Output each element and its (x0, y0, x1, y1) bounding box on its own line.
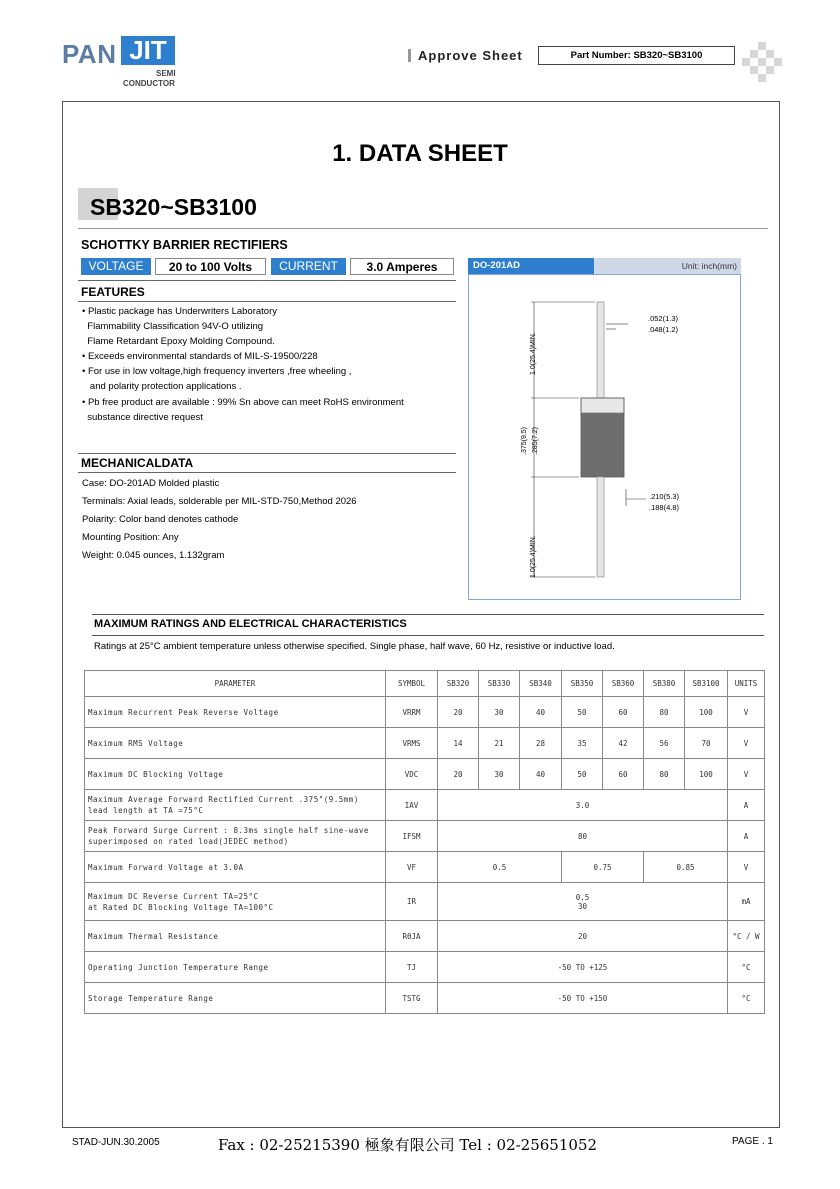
feature-line: Flammability Classification 94V-O utilizing (82, 321, 264, 332)
footer-page-number: PAGE . 1 (732, 1136, 773, 1147)
package-unit: Unit: inch(mm) (681, 261, 737, 271)
value-cell: 42 (603, 728, 644, 759)
diode-outline-drawing (468, 274, 741, 600)
param-cell: Operating Junction Temperature Range (85, 952, 386, 983)
unit-cell: mA (728, 883, 765, 921)
header-cell: SB330 (479, 671, 520, 697)
diode-body (581, 413, 624, 477)
approve-sheet-label: Approve Sheet (418, 48, 523, 63)
unit-cell: V (728, 728, 765, 759)
unit-cell: V (728, 697, 765, 728)
value-cell: 80 (438, 821, 728, 852)
value-cell (438, 883, 728, 921)
header-cell: SB340 (520, 671, 562, 697)
part-title: SB320~SB3100 (90, 194, 257, 220)
header-cell: SB320 (438, 671, 479, 697)
logo-semi-text: SEMI (156, 69, 176, 78)
unit-cell: °C / W (728, 921, 765, 952)
voltage-value: 20 to 100 Volts (155, 258, 266, 275)
divider (78, 453, 456, 454)
table-row (85, 790, 765, 821)
value-cell: 70 (685, 728, 728, 759)
header-accent-bar (408, 49, 411, 62)
checker-decoration-icon (742, 42, 782, 82)
part-number-box: Part Number: SB320~SB3100 (538, 46, 735, 65)
unit-cell: V (728, 852, 765, 883)
divider (92, 635, 764, 636)
symbol-cell: IR (386, 883, 438, 921)
logo-pan-text: PAN (62, 39, 117, 69)
value-cell: 40 (520, 759, 562, 790)
device-subtitle: SCHOTTKY BARRIER RECTIFIERS (81, 238, 288, 252)
voltage-label: VOLTAGE (81, 258, 151, 275)
unit-cell: °C (728, 983, 765, 1014)
header-cell: SB3100 (685, 671, 728, 697)
param-cell (85, 790, 386, 821)
value-cell: 50 (562, 697, 603, 728)
unit-cell: A (728, 821, 765, 852)
table-row (85, 852, 765, 883)
symbol-cell: VDC (386, 759, 438, 790)
value-cell: 0.85 (644, 852, 728, 883)
symbol-cell: RθJA (386, 921, 438, 952)
table-row (85, 952, 765, 983)
value-cell: -50 TO +125 (438, 952, 728, 983)
symbol-cell: TJ (386, 952, 438, 983)
lead-bottom (597, 477, 604, 577)
table-row (85, 983, 765, 1014)
mechanical-line: Mounting Position: Any (82, 532, 179, 543)
value-cell: 40 (520, 697, 562, 728)
param-line: Maximum DC Reverse Current TA=25°C (88, 891, 259, 901)
current-value: 3.0 Amperes (350, 258, 454, 275)
value-line: 0.5 (575, 892, 590, 902)
divider (78, 472, 456, 473)
features-list (82, 304, 462, 426)
value-cell: 80 (644, 759, 685, 790)
table-row (85, 883, 765, 921)
dim-body-length-max: .375(9.5) (521, 426, 528, 455)
dim-lead-top: 1.0(25.4)MIN. (530, 332, 537, 375)
current-label: CURRENT (271, 258, 346, 275)
dim-body-diameter-min: .188(4.8) (649, 503, 680, 512)
page-title: 1. DATA SHEET (332, 140, 508, 167)
ratings-note: Ratings at 25°C ambient temperature unless otherwise specified. Single phase, half wave, 60 Hz, resistive or inductive load. (94, 641, 615, 652)
value-cell: 100 (685, 759, 728, 790)
package-name: DO-201AD (468, 258, 594, 274)
table-row (85, 759, 765, 790)
feature-line: • For use in low voltage,high frequency inverters ,free wheeling , (82, 366, 352, 377)
table-row (85, 921, 765, 952)
footer-date: STAD-JUN.30.2005 (72, 1137, 160, 1148)
value-cell: 56 (644, 728, 685, 759)
lead-top (597, 302, 604, 398)
feature-line: Flame Retardant Epoxy Molding Compound. (82, 336, 275, 347)
mechanical-line: Weight: 0.045 ounces, 1.132gram (82, 550, 225, 561)
param-line: lead length at TA =75°C (88, 806, 204, 815)
feature-line: • Plastic package has Underwriters Laboratory (82, 306, 278, 317)
param-line: superimposed on rated load(JEDEC method) (88, 837, 289, 846)
symbol-cell: IAV (386, 790, 438, 821)
unit-cell: °C (728, 952, 765, 983)
param-cell (85, 883, 386, 921)
param-cell: Maximum Thermal Resistance (85, 921, 386, 952)
mechanical-line: Polarity: Color band denotes cathode (82, 514, 239, 525)
symbol-cell: VRMS (386, 728, 438, 759)
value-cell: 21 (479, 728, 520, 759)
dim-lead-diameter-max: .052(1.3) (648, 314, 679, 323)
value-cell: 28 (520, 728, 562, 759)
ratings-table (84, 670, 765, 1014)
mechanical-heading: MECHANICALDATA (81, 456, 194, 470)
value-line: 30 (577, 901, 588, 911)
param-cell: Maximum RMS Voltage (85, 728, 386, 759)
features-heading: FEATURES (81, 285, 145, 299)
dim-body-diameter-max: .210(5.3) (649, 492, 680, 501)
header-cell: SB360 (603, 671, 644, 697)
dim-lead-diameter-min: .048(1.2) (648, 325, 679, 334)
value-cell: -50 TO +150 (438, 983, 728, 1014)
param-line: Maximum Average Forward Rectified Current .375"(9.5mm) (88, 795, 359, 804)
param-cell: Storage Temperature Range (85, 983, 386, 1014)
header-cell: SB380 (644, 671, 685, 697)
value-cell: 30 (479, 759, 520, 790)
value-cell: 20 (438, 759, 479, 790)
value-cell: 50 (562, 759, 603, 790)
table-header-row (85, 671, 765, 697)
param-line: Peak Forward Surge Current : 8.3ms single half sine-wave (88, 826, 369, 835)
dim-lead-bottom: 1.0(25.4)MIN. (530, 535, 537, 578)
table-row (85, 728, 765, 759)
mechanical-line: Case: DO-201AD Molded plastic (82, 478, 220, 489)
param-cell (85, 821, 386, 852)
cathode-band (581, 398, 624, 413)
logo-conductor-text: CONDUCTOR (123, 79, 175, 88)
header-cell: UNITS (728, 671, 765, 697)
symbol-cell: VRRM (386, 697, 438, 728)
param-cell: Maximum DC Blocking Voltage (85, 759, 386, 790)
header-cell: PARAMETER (85, 671, 386, 697)
divider (92, 614, 764, 615)
feature-line: • Pb free product are available : 99% Sn above can meet RoHS environment (82, 397, 404, 408)
unit-cell: A (728, 790, 765, 821)
logo-jit-text: JIT (121, 36, 175, 65)
value-cell: 14 (438, 728, 479, 759)
mechanical-list (82, 478, 462, 568)
divider (78, 228, 768, 229)
feature-line: and polarity protection applications . (82, 381, 242, 392)
symbol-cell: TSTG (386, 983, 438, 1014)
mechanical-line: Terminals: Axial leads, solderable per MIL-STD-750,Method 2026 (82, 496, 357, 507)
value-cell: 35 (562, 728, 603, 759)
value-cell: 60 (603, 759, 644, 790)
value-cell: 60 (603, 697, 644, 728)
param-cell: Maximum Recurrent Peak Reverse Voltage (85, 697, 386, 728)
value-cell: 0.75 (562, 852, 644, 883)
table-row (85, 697, 765, 728)
header-cell: SB350 (562, 671, 603, 697)
unit-cell: V (728, 759, 765, 790)
feature-line: • Exceeds environmental standards of MIL-S-19500/228 (82, 351, 318, 362)
value-cell: 3.0 (438, 790, 728, 821)
header-cell: SYMBOL (386, 671, 438, 697)
value-cell: 100 (685, 697, 728, 728)
divider (78, 301, 456, 302)
divider (78, 280, 456, 281)
value-cell: 0.5 (438, 852, 562, 883)
ratings-heading: MAXIMUM RATINGS AND ELECTRICAL CHARACTERISTICS (94, 618, 407, 630)
value-cell: 30 (479, 697, 520, 728)
feature-line: substance directive request (82, 412, 203, 423)
symbol-cell: IFSM (386, 821, 438, 852)
value-cell: 20 (438, 697, 479, 728)
symbol-cell: VF (386, 852, 438, 883)
table-row (85, 821, 765, 852)
value-cell: 80 (644, 697, 685, 728)
param-line: at Rated DC Blocking Voltage TA=100°C (88, 902, 274, 912)
param-cell: Maximum Forward Voltage at 3.0A (85, 852, 386, 883)
dim-body-length-min: .285(7.2) (532, 426, 539, 455)
value-cell: 20 (438, 921, 728, 952)
footer-contact: Fax : 02-25215390 極象有限公司 Tel : 02-25651052 (218, 1136, 598, 1154)
